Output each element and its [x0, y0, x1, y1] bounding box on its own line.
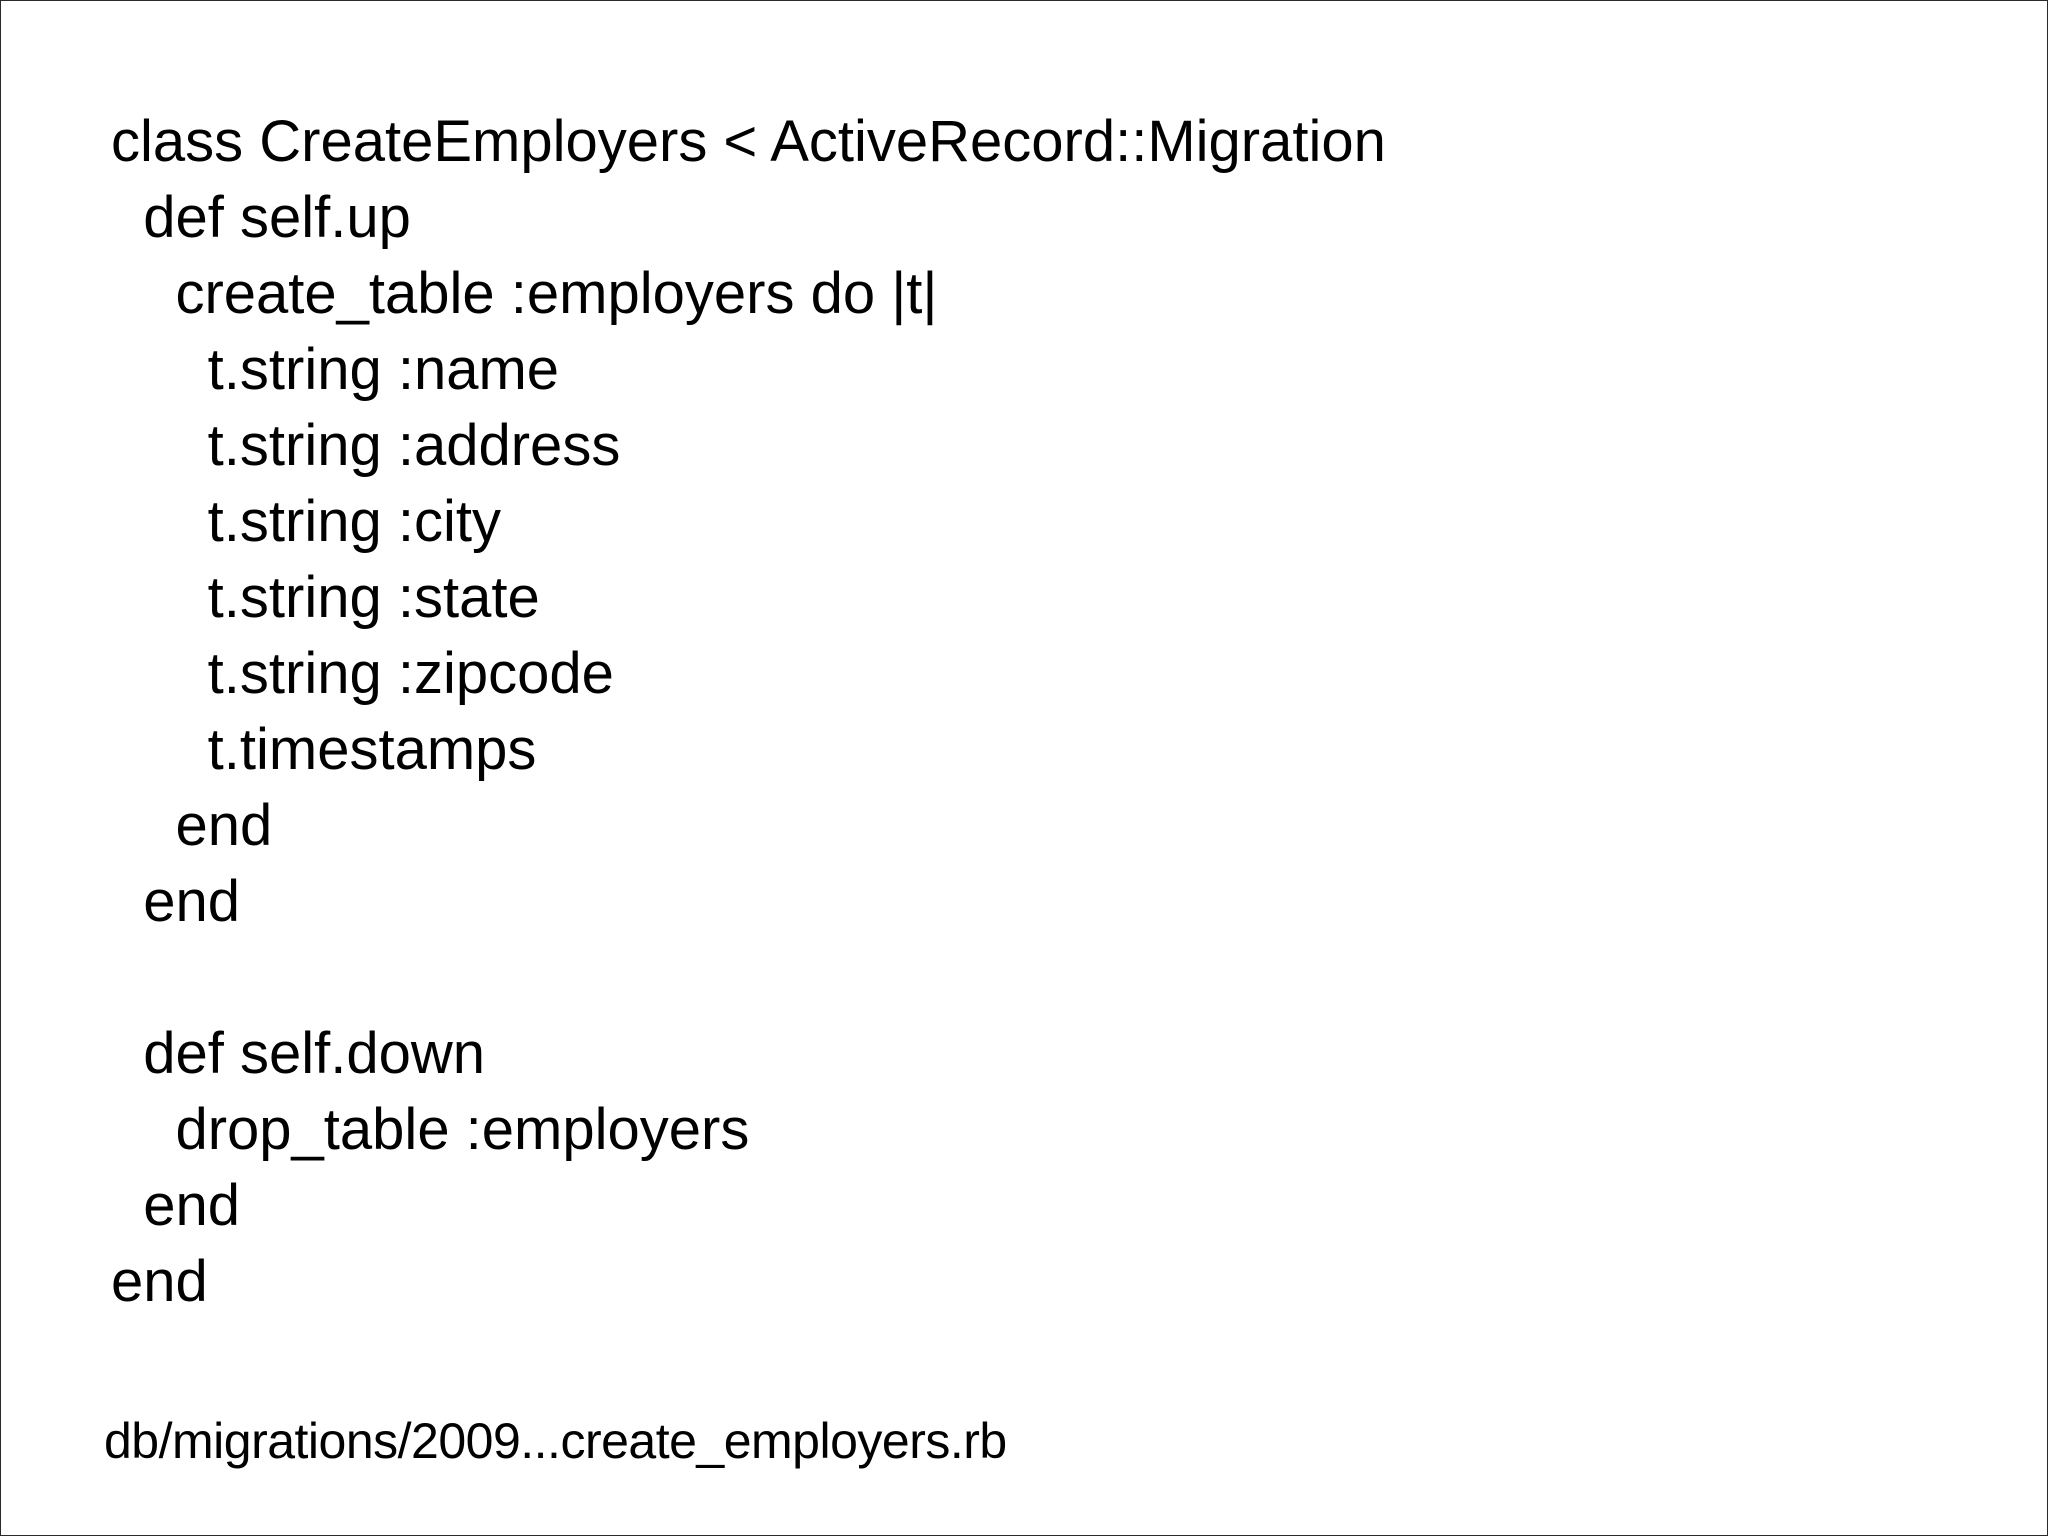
code-line-timestamps: t.timestamps [111, 717, 537, 782]
code-line-end-block: end [111, 793, 273, 858]
code-line-name: t.string :name [111, 337, 560, 402]
code-line-create-table: create_table :employers do |t| [111, 261, 938, 326]
code-line-address: t.string :address [111, 413, 621, 478]
code-line-end-up: end [111, 869, 240, 934]
code-line-city: t.string :city [111, 489, 501, 554]
code-line-class: class CreateEmployers < ActiveRecord::Migration [111, 109, 1386, 174]
code-line-zipcode: t.string :zipcode [111, 641, 614, 706]
file-path-caption: db/migrations/2009...create_employers.rb [104, 1413, 1007, 1469]
code-block [111, 104, 1386, 1320]
code-line-def-down: def self.down [111, 1021, 485, 1086]
code-line-blank [111, 940, 1386, 1016]
code-line-end-down: end [111, 1173, 240, 1238]
code-line-drop-table: drop_table :employers [111, 1097, 750, 1162]
code-line-end-class: end [111, 1249, 208, 1314]
code-line-def-up: def self.up [111, 185, 411, 250]
code-line-state: t.string :state [111, 565, 540, 630]
